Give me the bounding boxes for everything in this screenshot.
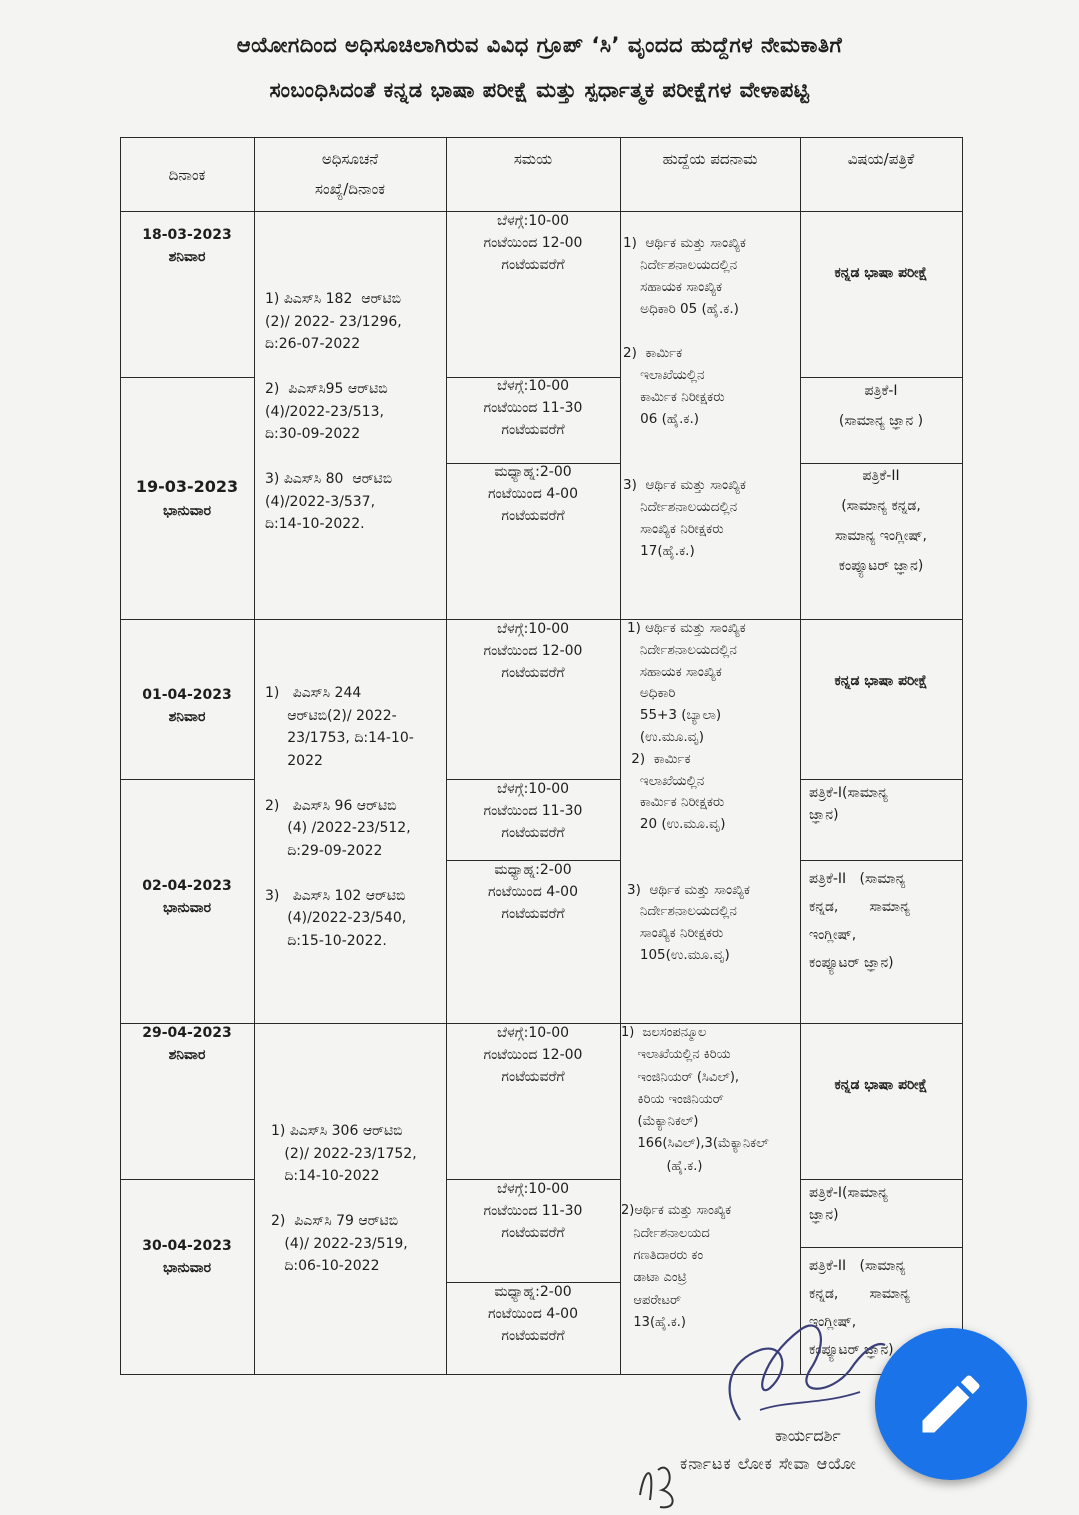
exam-day: ಭಾನುವಾರ [162,503,212,519]
subject-cell [800,211,963,378]
time-cell [446,1282,621,1375]
time-cell [446,1179,621,1283]
header-date-cell [120,137,255,212]
time-cell [446,377,621,464]
exam-date: 19-03-2023 [135,477,239,496]
exam-date: 29-04-2023 [142,1025,232,1041]
header-notification-line1: ಅಧಿಸೂಚನೆ [321,150,379,168]
time-cell [446,463,621,620]
handwritten-signature [700,1300,890,1440]
header-notification-cell [254,137,447,212]
post-cell [620,619,801,1024]
time-cell [446,779,621,861]
pencil-edit-icon [913,1366,989,1442]
exam-subject: ಪತ್ರಿಕೆ-II (ಸಾಮಾನ್ಯ ಕನ್ನಡ, ಸಾಮಾನ್ಯ ಇಂಗ್ಲೀಷ್, ಕಂಪ್ಯೂಟರ್ ಜ್ಞಾನ) [809,1258,910,1358]
exam-subject: ಪತ್ರಿಕೆ-II (ಸಾಮಾನ್ಯ ಕನ್ನಡ, ಸಾಮಾನ್ಯ ಇಂಗ್ಲೀಷ್, ಕಂಪ್ಯೂಟರ್ ಜ್ಞಾನ) [835,468,927,574]
post-list: 1) ಜಲಸಂಪನ್ಮೂಲ ಇಲಾಖೆಯಲ್ಲಿನ ಕಿರಿಯ ಇಂಜಿನಿಯರ್ (ಸಿವಿಲ್), ಕಿರಿಯ ಇಂಜಿನಿಯರ್ (ಮೆಕ್ಯಾನಿಕಲ್) 166(ಸಿವಿಲ್),3(ಮೆಕ್ಯಾನಿಕಲ್ (ಹೈ.ಕ.) 2)ಆರ್ಥಿಕ ಮತ್ತು ಸಾಂಖ್ಯಿಕ ನಿರ್ದೇಶನಾಲಯದ ಗಣತಿದಾರರು ಕಂ ಡಾಟಾ ಎಂಟ್ರಿ ಆಪರೇಟರ್ 13(ಹೈ.ಕ.) [621,1025,769,1330]
exam-time: ಮಧ್ಯಾಹ್ನ:2-00 ಗಂಟೆಯಿಂದ 4-00 ಗಂಟೆಯವರೆಗೆ [487,862,578,922]
time-cell [446,211,621,378]
exam-subject: ಕನ್ನಡ ಭಾಷಾ ಪರೀಕ್ಷೆ [834,1077,928,1093]
exam-date: 30-04-2023 [142,1238,232,1254]
subject-cell [800,377,963,464]
date-cell [120,779,255,1024]
exam-subject: ಪತ್ರಿಕೆ-I (ಸಾಮಾನ್ಯ ಜ್ಞಾನ ) [838,383,924,429]
subject-cell [800,779,963,861]
header-time-cell [446,137,621,212]
exam-date: 18-03-2023 [142,227,232,243]
exam-day: ಶನಿವಾರ [168,709,206,725]
date-cell [120,211,255,378]
header-post-cell [620,137,801,212]
date-cell [120,1023,255,1180]
exam-date: 01-04-2023 [142,687,232,703]
subject-cell [800,860,963,1024]
notification-cell [254,1023,447,1375]
header-time: ಸಮಯ [513,150,553,168]
time-cell [446,1023,621,1180]
subject-cell [800,463,963,620]
post-list: 1) ಆರ್ಥಿಕ ಮತ್ತು ಸಾಂಖ್ಯಿಕ ನಿರ್ದೇಶನಾಲಯದಲ್ಲಿನ ಸಹಾಯಕ ಸಾಂಖ್ಯಿಕ ಅಧಿಕಾರಿ 55+3 (ಬ್ಯಾಲಾ) (ಉ.ಮೂ.ವೃ) 2) ಕಾರ್ಮಿಕ ಇಲಾಖೆಯಲ್ಲಿನ ಕಾರ್ಮಿಕ ನಿರೀಕ್ಷಕರು 20 (ಉ.ಮೂ.ವೃ) 3) ಆರ್ಥಿಕ ಮತ್ತು ಸಾಂಖ್ಯಿಕ ನಿರ್ದೇಶನಾಲಯದಲ್ಲಿನ ಸಾಂಖ್ಯಿಕ ನಿರೀಕ್ಷಕರು 105(ಉ.ಮೂ.ವೃ) [627,620,750,963]
notification-cell [254,619,447,1024]
edit-fab-button[interactable] [875,1328,1027,1480]
header-subject: ವಿಷಯ/ಪತ್ರಿಕೆ [847,150,915,168]
notification-list: 1) ಪಿಎಸ್‌ಸಿ 306 ಆರ್‌ಟಿಬಿ (2)/ 2022-23/1752, ದಿ:14-10-2022 2) ಪಿಎಸ್‌ಸಿ 79 ಆರ್‌ಟಿಬಿ (4)/ 2022-23/519, ದಿ:06-10-2022 [271,1123,417,1274]
signatory-office: ಕರ್ನಾಟಕ ಲೋಕ ಸೇವಾ ಆಯೋ [680,1454,857,1473]
exam-time: ಬೆಳಗ್ಗೆ:10-00 ಗಂಟೆಯಿಂದ 11-30 ಗಂಟೆಯವರೆಗೆ [483,378,583,438]
date-cell [120,619,255,780]
exam-time: ಬೆಳಗ್ಗೆ:10-00 ಗಂಟೆಯಿಂದ 11-30 ಗಂಟೆಯವರೆಗೆ [483,781,583,841]
subject-cell [800,619,963,780]
exam-day: ಶನಿವಾರ [168,249,206,265]
exam-time: ಬೆಳಗ್ಗೆ:10-00 ಗಂಟೆಯಿಂದ 12-00 ಗಂಟೆಯವರೆಗೆ [483,213,583,273]
exam-time: ಬೆಳಗ್ಗೆ:10-00 ಗಂಟೆಯಿಂದ 12-00 ಗಂಟೆಯವರೆಗೆ [483,1025,583,1085]
exam-time: ಬೆಳಗ್ಗೆ:10-00 ಗಂಟೆಯಿಂದ 12-00 ಗಂಟೆಯವರೆಗೆ [483,621,583,681]
notification-list: 1) ಪಿಎಸ್‌ಸಿ 244 ಆರ್‌ಟಿಬಿ(2)/ 2022- 23/1753, ದಿ:14-10- 2022 2) ಪಿಎಸ್‌ಸಿ 96 ಆರ್‌ಟಿಬಿ (4) /2022-23/512, ದಿ:29-09-2022 3) ಪಿಎಸ್‌ಸಿ 102 ಆರ್‌ಟಿಬಿ (4)/2022-23/540, ದಿ:15-10-2022. [265,685,414,949]
post-cell [620,211,801,620]
exam-time: ಮಧ್ಯಾಹ್ನ:2-00 ಗಂಟೆಯಿಂದ 4-00 ಗಂಟೆಯವರೆಗೆ [487,1284,578,1344]
notification-cell [254,211,447,620]
date-cell [120,1179,255,1375]
date-cell [120,377,255,620]
exam-subject: ಪತ್ರಿಕೆ-I(ಸಾಮಾನ್ಯ ಜ್ಞಾನ) [809,785,888,823]
document-title-line1: ಆಯೋಗದಿಂದ ಅಧಿಸೂಚಿಲಾಗಿರುವ ವಿವಿಧ ಗ್ರೂಪ್ ‘ಸಿ’ ವೃಂದದ ಹುದ್ದೆಗಳ ನೇಮಕಾತಿಗೆ [236,33,843,57]
exam-day: ಭಾನುವಾರ [162,1260,212,1276]
signatory-designation: ಕಾರ್ಯದರ್ಶಿ [775,1426,841,1445]
exam-time: ಮಧ್ಯಾಹ್ನ:2-00 ಗಂಟೆಯಿಂದ 4-00 ಗಂಟೆಯವರೆಗೆ [487,464,578,524]
exam-subject: ಕನ್ನಡ ಭಾಷಾ ಪರೀಕ್ಷೆ [834,673,928,689]
exam-subject: ಕನ್ನಡ ಭಾಷಾ ಪರೀಕ್ಷೆ [834,265,928,281]
header-post: ಹುದ್ದೆಯ ಪದನಾಮ [662,150,758,168]
exam-date: 02-04-2023 [142,878,232,894]
subject-cell [800,1023,963,1180]
document-title-line2: ಸಂಬಂಧಿಸಿದಂತೆ ಕನ್ನಡ ಭಾಷಾ ಪರೀಕ್ಷೆ ಮತ್ತು ಸ್ಪರ್ಧಾತ್ಮಕ ಪರೀಕ್ಷೆಗಳ ವೇಳಾಪಟ್ಟಿ [269,78,810,102]
header-date: ದಿನಾಂಕ [168,166,206,184]
time-cell [446,860,621,1024]
notification-list: 1) ಪಿಎಸ್‌ಸಿ 182 ಆರ್‌ಟಿಬಿ (2)/ 2022- 23/1296, ದಿ:26-07-2022 2) ಪಿಎಸ್‌ಸಿ95 ಆರ್‌ಟಿಬಿ (4)/2022-23/513, ದಿ:30-09-2022 3) ಪಿಎಸ್‌ಸಿ 80 ಆರ್‌ಟಿಬಿ (4)/2022-3/537, ದಿ:14-10-2022. [265,291,402,532]
subject-cell [800,1179,963,1248]
header-notification-line2: ಸಂಖ್ಯೆ/ದಿನಾಂಕ [315,180,385,198]
header-subject-cell [800,137,963,212]
exam-day: ಶನಿವಾರ [168,1047,206,1063]
exam-subject: ಪತ್ರಿಕೆ-II (ಸಾಮಾನ್ಯ ಕನ್ನಡ, ಸಾಮಾನ್ಯ ಇಂಗ್ಲೀಷ್, ಕಂಪ್ಯೂಟರ್ ಜ್ಞಾನ) [809,871,910,971]
exam-time: ಬೆಳಗ್ಗೆ:10-00 ಗಂಟೆಯಿಂದ 11-30 ಗಂಟೆಯವರೆಗೆ [483,1181,583,1241]
post-list: 1) ಆರ್ಥಿಕ ಮತ್ತು ಸಾಂಖ್ಯಿಕ ನಿರ್ದೇಶನಾಲಯದಲ್ಲಿನ ಸಹಾಯಕ ಸಾಂಖ್ಯಿಕ ಅಧಿಕಾರಿ 05 (ಹೈ.ಕ.) 2) ಕಾರ್ಮಿಕ ಇಲಾಖೆಯಲ್ಲಿನ ಕಾರ್ಮಿಕ ನಿರೀಕ್ಷಕರು 06 (ಹೈ.ಕ.) 3) ಆರ್ಥಿಕ ಮತ್ತು ಸಾಂಖ್ಯಿಕ ನಿರ್ದೇಶನಾಲಯದಲ್ಲಿನ ಸಾಂಖ್ಯಿಕ ನಿರೀಕ್ಷಕರು 17(ಹೈ.ಕ.) [623,235,746,559]
time-cell [446,619,621,780]
exam-day: ಭಾನುವಾರ [162,900,212,916]
exam-subject: ಪತ್ರಿಕೆ-I(ಸಾಮಾನ್ಯ ಜ್ಞಾನ) [809,1185,888,1223]
